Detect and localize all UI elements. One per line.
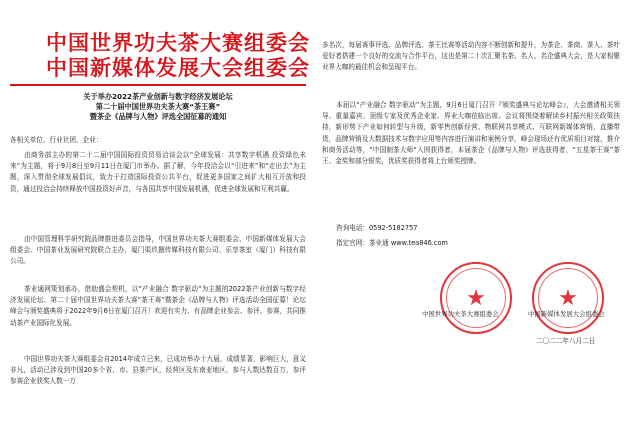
organizer-title-2: 中国新媒体发展大会组委会 — [46, 56, 310, 80]
seal-right — [532, 262, 604, 334]
website-line — [322, 238, 620, 249]
seal-right-label: 中国新媒体发展大会组委会 — [528, 310, 605, 318]
contact-phone: 0592-5182757 — [368, 224, 418, 232]
paragraph-history: 中国世界功夫茶大赛组委会自2014年成立已来，已成功举办十九届，成绩显著，影响巨大，意义非凡，活动已涉及到中国20多个省、市、县茶产区，经营区及东南亚地区，参与人数达数百万，参评参赛企业获奖人数一万 — [10, 355, 306, 386]
website-link[interactable]: 茶业通 www.tea846.com — [368, 239, 448, 247]
paragraph-forum: 茶业通网策划承办，借助盛会契机，以“产业融合 数字驱动”为主题的2022茶产业创新与数字经济发展论坛、第二十届中国世界功夫茶大赛“茶王赛”暨茶企《品牌与人物》评选活动全国征募！论坛峰会与颁奖盛典将于2022年9月6日在厦门召开！欢迎有实力、有品牌企业参会、参评、参赛，共同推动茶产业国际化发展。 — [10, 285, 306, 327]
notice-title-line-2: 第二十届中国世界功夫茶大赛“茶王赛” — [95, 102, 221, 111]
contact-label: 咨询电话： — [336, 224, 369, 232]
notice-title-line-1: 关于举办2022茶产业创新与数字经济发展论坛 — [83, 92, 233, 101]
seal-left-label: 中国世界功夫茶大赛组委会 — [422, 310, 499, 318]
salutation: 各相关单位、行业社团、企业： — [10, 136, 103, 144]
website-label: 指定官网： — [336, 239, 369, 247]
document-date: 二〇二二年八月二日 — [536, 337, 596, 345]
paragraph-intro: 由商务部主办的第二十二届中国国际投资贸易洽谈会以“全球发展：共享数字机遇 投资绿色未来”为主题，将于9月8日至9月11日在厦门市举办。据了解，今年投洽会以“引进来”和“走出去”为主题，深入贯彻全球发展倡议，致力于打造国际投资公共平台，促进更多国家之间扩大相互开放和投资，通过投洽会持续释放中国投资好声音，与各国共享中国发展机遇，促进全球发展和互利共赢。 — [10, 151, 306, 193]
seal-star-icon: ★ — [558, 286, 578, 311]
paragraph-ceremony: 本届以“产业融合 数字驱动”为主题，9月6日厦门召开『颁奖盛典与论坛峰会』，大会邀请相关领导、重量嘉宾、顶级专家及优秀企业家、界业大咖莅临出席。会议将围绕着解读乡村振兴相关政策扶持，新形势下产业如何转型与升级，新零售创新经营、物联网共享模式、互联网新媒体营销，直播带货，品牌营销及大数据技术与数字应用等内容进行演讲和案例分享，峰会现场还有优质项目对接，推介和商务活动等，“中国制茶大师”入围获得者，本届茶企《品牌与人物》评选获得者，“五星茶王赛”茶王、金奖和部分银奖，优质奖获得者将上台颁奖授牌。 — [322, 101, 620, 166]
notice-title-line-3: 暨茶企《品牌与人物》评选全国征募的通知 — [89, 112, 227, 121]
seal-left — [440, 262, 512, 334]
paragraph-continued: 多名次，每届赛事评选、品牌评选、茶王比赛等活动内容不断创新和提升，为茶企、茶商、茶人、茶叶爱好者搭建一个良好的交流与合作平台，这也是第二十次汇聚名茶、名人、名企盛典大会，是大家相聚业界大咖的最佳机会和呈现平台。 — [322, 41, 620, 72]
seal-star-icon: ★ — [466, 286, 486, 311]
organizer-title-1: 中国世界功夫茶大赛组委会 — [46, 31, 310, 55]
paragraph-organizers: 由中国管理科学研究院品牌推进委员会指导，中国世界功夫茶大赛组委会、中国新媒体发展大会组委会、中国茶业发展研究院联合主办，厦门渠玖捌传媒科技有限公司、乐享茶室（厦门）科技有限公司。 — [10, 235, 306, 266]
contact-line — [322, 223, 620, 234]
header-divider — [10, 84, 306, 86]
